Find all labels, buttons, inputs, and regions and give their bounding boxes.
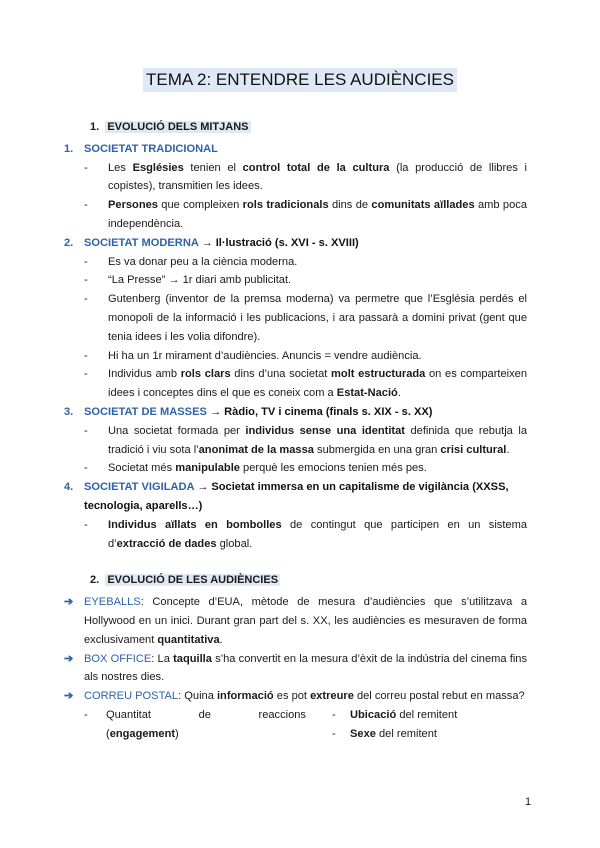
dash-bullet: -	[84, 708, 88, 721]
text-run: que compleixen	[157, 199, 243, 212]
bullet-text	[108, 516, 527, 554]
paren-open: (	[106, 727, 110, 740]
dash-bullet: -	[84, 368, 88, 381]
bold-text: Esglésies	[132, 161, 184, 174]
bold-text: molt estructurada	[331, 368, 426, 381]
bullet-item	[84, 422, 527, 460]
bullet-text	[108, 347, 527, 366]
bullet-text	[108, 253, 527, 272]
subsection-title	[84, 140, 218, 159]
right-item	[332, 725, 457, 744]
word: reaccions	[258, 708, 306, 721]
text-run: : Quina	[178, 690, 217, 703]
bullet-item	[84, 365, 527, 403]
bold-text: manipulable	[175, 462, 240, 475]
right-item	[332, 706, 457, 725]
bullet-item	[84, 196, 527, 234]
subsection-subtitle: → Societat immersa en un capitalisme de vigilància (XXSS, tecnologia, aparells…)	[84, 481, 509, 512]
bold-text: Estat-Nació	[336, 387, 398, 400]
dash-bullet: -	[84, 349, 88, 362]
dash-bullet: -	[84, 293, 88, 306]
bullet-item	[84, 159, 527, 197]
postal-info-columns	[84, 706, 527, 744]
bullet-item	[84, 290, 527, 346]
arrow-item	[64, 687, 527, 706]
bold-text: Ubicació	[350, 708, 397, 721]
text-run: : La	[151, 652, 174, 665]
arrow-text	[84, 593, 527, 649]
bold-text: crisi cultural	[440, 443, 507, 456]
arrow-item	[64, 593, 527, 649]
bold-text: comunitats aïllades	[371, 199, 475, 212]
bold-text: Persones	[108, 199, 158, 212]
text-run: del remitent	[375, 727, 437, 740]
word: de	[198, 708, 211, 721]
bullet-item	[84, 459, 527, 478]
text-run: Individus amb	[108, 368, 181, 381]
subsection-number: 4.	[64, 481, 74, 494]
bullet-text	[108, 422, 527, 460]
text-run: de contingut que participen en un sistema d’	[108, 518, 528, 550]
dash-bullet: -	[84, 518, 88, 531]
bold-text: Individus aïllats en bombolles	[108, 518, 282, 531]
text-run: perquè les emocions tenien més pes.	[239, 462, 427, 475]
page-title: TEMA 2: ENTENDRE LES AUDIÈNCIES	[143, 68, 457, 92]
document-body	[64, 118, 527, 744]
right-text	[350, 706, 457, 725]
bold-text: Sexe	[350, 727, 376, 740]
item-label: CORREU POSTAL	[84, 690, 179, 703]
text-run: dins de	[328, 199, 372, 212]
arrow-item	[64, 650, 527, 688]
arrow-icon: ➔	[64, 596, 74, 609]
right-list	[332, 706, 457, 744]
left-line-2	[106, 725, 306, 744]
bold-text: quantitativa	[157, 633, 220, 646]
subsection-heading	[64, 478, 527, 516]
title-wrap	[0, 68, 600, 92]
arrow-icon: ➔	[64, 652, 74, 665]
right-text	[350, 725, 437, 744]
bold-text: control total de la cultura	[242, 161, 390, 174]
dash-bullet: -	[84, 161, 88, 174]
subsection-number: 2.	[64, 236, 74, 249]
subsection-label: SOCIETAT TRADICIONAL	[84, 142, 218, 155]
text-run: Una societat formada per	[108, 424, 246, 437]
subsection-title	[84, 403, 433, 422]
text-run: Es va donar peu a la ciència moderna.	[108, 255, 298, 268]
subsection-label: SOCIETAT VIGILADA	[84, 481, 195, 494]
text-run: Les	[108, 161, 133, 174]
text-run: .	[506, 443, 510, 456]
word: Quantitat	[106, 708, 152, 721]
subsection-heading	[64, 234, 527, 253]
subsection-heading	[64, 403, 527, 422]
dash-bullet: -	[84, 255, 88, 268]
dash-bullet: -	[84, 424, 88, 437]
section-number: 2.	[90, 574, 100, 587]
text-run: es pot	[273, 690, 311, 703]
arrow-text	[84, 650, 527, 688]
paren-close: )	[175, 727, 179, 740]
subsection-label: SOCIETAT DE MASSES	[84, 405, 207, 418]
arrow-icon: ➔	[64, 690, 74, 703]
text-run: global.	[216, 537, 253, 550]
subsection-subtitle: → Ràdio, TV i cinema (finals s. XIX - s. XX)	[206, 405, 433, 418]
column-left	[84, 706, 332, 744]
text-run: : Concepte d’EUA, mètode de mesura d’audiències que s’utilitzava a Hollywood en un inici. Durant gran part del s. XX, les audiències es mesuraven de forma exclusivament	[84, 596, 527, 646]
subsection-title	[84, 478, 527, 516]
bold-text: anonimat de la massa	[198, 443, 314, 456]
text-run: on es comparteixen idees i conceptes dins el que es coneix com a	[108, 368, 528, 400]
text-run: del remitent	[396, 708, 458, 721]
section-heading-1	[90, 118, 527, 137]
text-run: definida que rebutja la tradició i viu sota l’	[108, 424, 527, 456]
text-run: “La Presse” → 1r diari amb publicitat.	[108, 274, 292, 287]
subsection-title	[84, 234, 359, 253]
page-number: 1	[525, 796, 532, 808]
bold-text: rols tradicionals	[242, 199, 329, 212]
text-run: Hi ha un 1r mirament d’audiències. Anuncis = vendre audiència.	[108, 349, 422, 362]
text-run: .	[397, 387, 401, 400]
dash-bullet: -	[84, 199, 88, 212]
bullet-text	[108, 290, 527, 346]
bullet-item	[84, 253, 527, 272]
text-run: del correu postal rebut en massa?	[353, 690, 525, 703]
text-run: amb poca independència.	[108, 199, 527, 230]
bold-text: extracció de dades	[116, 537, 217, 550]
bold-text: rols clars	[180, 368, 231, 381]
subsection-heading	[64, 140, 527, 159]
subsection-label: SOCIETAT MODERNA	[84, 236, 199, 249]
left-words	[106, 706, 306, 725]
section-1-list	[64, 140, 527, 554]
bullet-item	[84, 271, 527, 290]
column-right	[332, 706, 527, 744]
arrow-text	[84, 687, 527, 706]
subsection-subtitle: → Il·lustració (s. XVI - s. XVIII)	[198, 236, 359, 249]
bold-text: informació	[216, 690, 274, 703]
text-run: tenien el	[183, 161, 243, 174]
text-run: Gutenberg (inventor de la premsa moderna) va permetre que l’Església perdés el monopoli de la informació i les publicacions, i ara passarà a domini privat (gent que tenia idees i les volia difondre).	[108, 293, 527, 343]
text-run: .	[219, 633, 223, 646]
dash-bullet: -	[332, 727, 336, 740]
text-run: submergida en una gran	[313, 443, 441, 456]
subsection-number: 1.	[64, 142, 74, 155]
bullet-item	[84, 347, 527, 366]
bold-text: taquilla	[173, 652, 212, 665]
bullet-text	[108, 271, 527, 290]
text-run: s’ha convertit en la mesura d’èxit de la indústria del cinema fins als nostres dies.	[84, 652, 528, 684]
dash-bullet: -	[84, 462, 88, 475]
text-run: dins d’una societat	[230, 368, 332, 381]
section-2-list	[64, 593, 527, 706]
section-title: EVOLUCIÓ DE LES AUDIÈNCIES	[107, 574, 279, 587]
bullet-text	[108, 196, 527, 234]
bullet-text	[108, 159, 527, 197]
bold-text: engagement	[109, 727, 176, 740]
section-heading-2	[90, 571, 527, 590]
dash-bullet: -	[84, 274, 88, 287]
subsection-number: 3.	[64, 405, 74, 418]
item-label: EYEBALLS	[84, 596, 141, 609]
section-title: EVOLUCIÓ DELS MITJANS	[107, 121, 249, 133]
text-run: Societat més	[108, 462, 176, 475]
dash-bullet: -	[332, 708, 336, 721]
bold-text: individus sense una identitat	[245, 424, 405, 437]
bold-text: extreure	[310, 690, 354, 703]
item-label: BOX OFFICE	[84, 652, 152, 665]
text-run: (la producció de llibres i copistes), transmitien les idees.	[108, 161, 528, 193]
section-number: 1.	[90, 121, 100, 133]
bullet-text	[108, 459, 527, 478]
bullet-item	[84, 516, 527, 554]
bullet-text	[108, 365, 527, 403]
